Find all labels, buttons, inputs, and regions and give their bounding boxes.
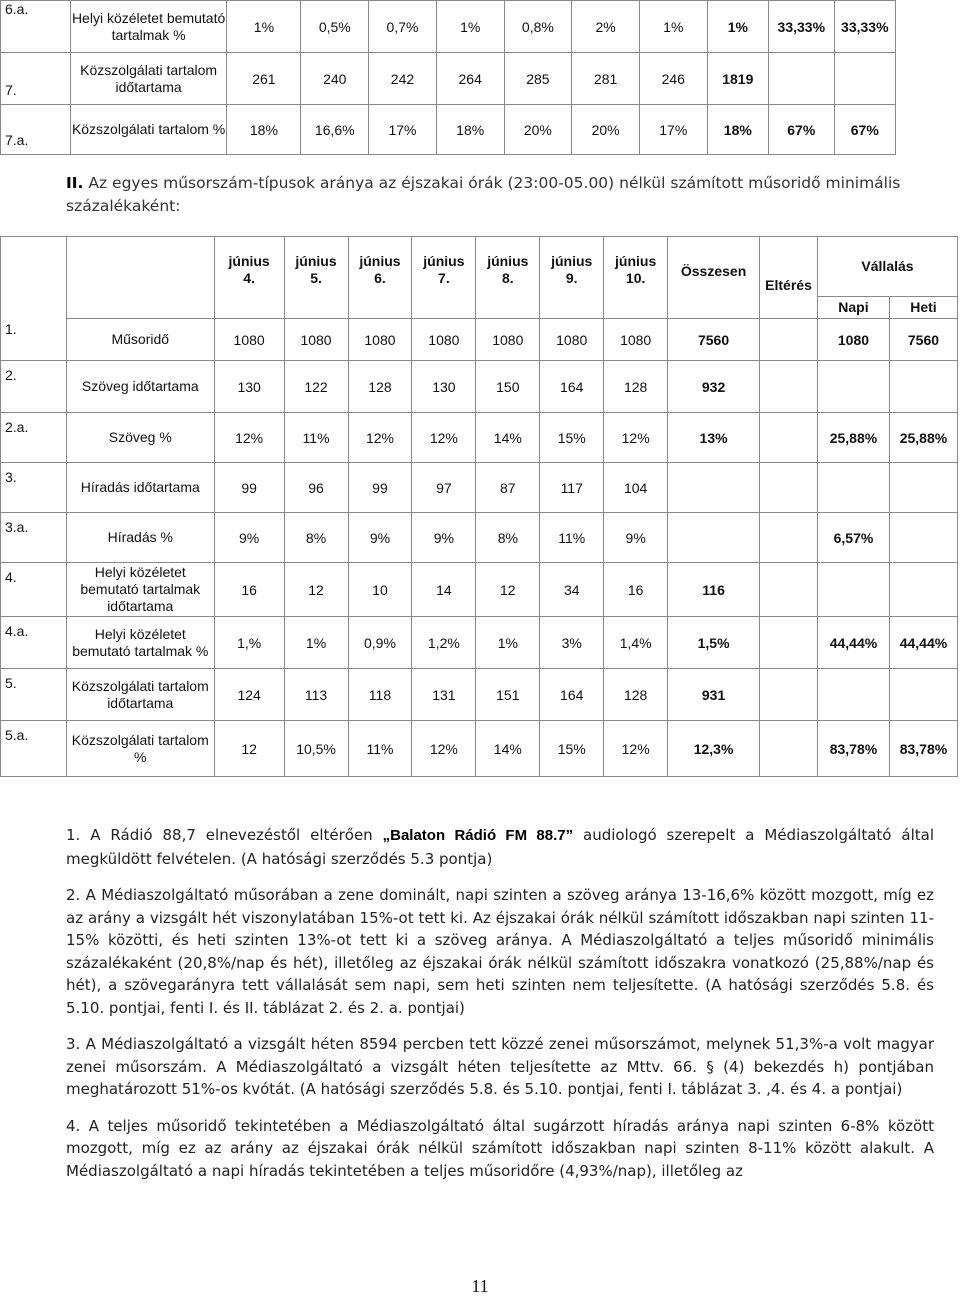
value-cell: 99 (348, 463, 412, 513)
commitment-daily-cell (768, 53, 834, 105)
commitment-weekly-cell (889, 463, 957, 513)
row-index: 1. (1, 237, 67, 361)
daily-header: Napi (818, 297, 890, 319)
table-row (1, 53, 896, 105)
total-cell: 13% (668, 413, 760, 463)
value-cell: 9% (214, 513, 284, 563)
value-cell: 150 (476, 361, 540, 413)
row-index: 2.a. (1, 413, 67, 463)
value-cell: 20% (572, 105, 640, 155)
row-index: 5. (1, 669, 67, 721)
value-cell: 261 (227, 53, 301, 105)
row-label: Híradás időtartama (66, 463, 214, 513)
note-emphasis: „Balaton Rádió FM 88.7” (382, 827, 574, 844)
value-cell: 130 (214, 361, 284, 413)
row-label: Közszolgálati tartalom % (70, 105, 227, 155)
value-cell: 1% (476, 617, 540, 669)
value-cell: 128 (604, 361, 668, 413)
value-cell: 151 (476, 669, 540, 721)
total-cell: 7560 (668, 319, 760, 361)
total-cell: 18% (707, 105, 768, 155)
commitment-daily-cell: 33,33% (768, 1, 834, 53)
value-cell: 9% (348, 513, 412, 563)
day-header-day: 6. (374, 270, 386, 286)
value-cell: 14% (476, 413, 540, 463)
commitment-weekly-cell: 67% (834, 105, 895, 155)
value-cell: 12% (348, 413, 412, 463)
note-number: 1. (66, 826, 91, 844)
value-cell: 10 (348, 563, 412, 617)
value-cell: 87 (476, 463, 540, 513)
day-header-month: június (423, 253, 465, 269)
day-header (284, 237, 348, 319)
value-cell: 3% (540, 617, 604, 669)
value-cell: 15% (540, 721, 604, 777)
section-title-text: Az egyes műsorszám-típusok aránya az éjszakai órák (23:00-05.00) nélkül számított műsoridő minimális százalékaként: (66, 174, 901, 215)
row-index: 6.a. (1, 1, 71, 53)
day-header-month: június (615, 253, 657, 269)
row-index: 4. (1, 563, 67, 617)
value-cell: 1080 (412, 319, 476, 361)
row-index: 3. (1, 463, 67, 513)
day-header (214, 237, 284, 319)
table-row (1, 617, 958, 669)
value-cell: 18% (436, 105, 504, 155)
table-row (1, 319, 958, 361)
row-label: Közszolgálati tartalom időtartama (70, 53, 227, 105)
table-row (1, 105, 896, 155)
value-cell: 1080 (214, 319, 284, 361)
row-label: Helyi közéletet bemutató tartalmak % (66, 617, 214, 669)
total-header: Összesen (668, 237, 760, 319)
value-cell: 131 (412, 669, 476, 721)
value-cell: 113 (284, 669, 348, 721)
commitment-weekly-cell (889, 513, 957, 563)
table-row (1, 463, 958, 513)
total-cell (668, 463, 760, 513)
value-cell: 12 (214, 721, 284, 777)
value-cell: 122 (284, 361, 348, 413)
commitment-daily-cell: 1080 (818, 319, 890, 361)
row-label: Híradás % (66, 513, 214, 563)
row-label: Helyi közéletet bemutató tartalmak % (70, 1, 227, 53)
value-cell: 16,6% (301, 105, 369, 155)
commitment-daily-cell: 44,44% (818, 617, 890, 669)
note-paragraph (66, 884, 934, 1019)
table-row (1, 1, 896, 53)
value-cell: 14 (412, 563, 476, 617)
value-cell: 8% (476, 513, 540, 563)
day-header-month: június (487, 253, 529, 269)
value-cell: 17% (639, 105, 707, 155)
table-row (1, 513, 958, 563)
day-header-month: június (359, 253, 401, 269)
value-cell: 16 (604, 563, 668, 617)
table-row (1, 413, 958, 463)
value-cell: 0,5% (301, 1, 369, 53)
note-text: A Médiaszolgáltató műsorában a zene dominált, napi szinten a szöveg aránya 13-16,6% között mozgott, míg ez az arány a vizsgált hét viszonylatában 15%-ot tett ki. Az éjszakai órák nélkül számított időszakban napi szinten 11-15% közötti, és heti szinten 13%-ot tett ki a szöveg aránya. A Médiaszolgáltató a teljes műsoridő minimális százalékaként (20,8%/nap és hét), illetőleg az éjszakai órák nélkül számított időszakra vonatkozó (25,88%/nap és hét), a szövegarányra tett vállalását sem napi, sem heti szinten nem teljesítette. (A hatósági szerződés 5.8. és 5.10. pontjai, fenti I. és II. táblázat 2. és 2. a. pontjai) (66, 886, 934, 1017)
value-cell: 1% (284, 617, 348, 669)
commitment-daily-cell (818, 463, 890, 513)
value-cell: 12% (412, 413, 476, 463)
value-cell: 97 (412, 463, 476, 513)
total-cell: 116 (668, 563, 760, 617)
value-cell: 130 (412, 361, 476, 413)
note-paragraph (66, 1033, 934, 1101)
commitment-daily-cell (818, 669, 890, 721)
diff-cell (760, 617, 818, 669)
value-cell: 8% (284, 513, 348, 563)
value-cell: 9% (412, 513, 476, 563)
commitment-weekly-cell: 83,78% (889, 721, 957, 777)
row-index: 7.a. (1, 105, 71, 155)
value-cell: 164 (540, 361, 604, 413)
day-header-month: június (295, 253, 337, 269)
value-cell: 11% (540, 513, 604, 563)
value-cell: 1080 (348, 319, 412, 361)
total-cell: 932 (668, 361, 760, 413)
value-cell: 12% (214, 413, 284, 463)
value-cell: 12% (412, 721, 476, 777)
value-cell: 2% (572, 1, 640, 53)
table-row (1, 669, 958, 721)
value-cell: 15% (540, 413, 604, 463)
total-cell: 1,5% (668, 617, 760, 669)
day-header-month: június (551, 253, 593, 269)
note-text: audiologó szerepelt a Médiaszolgáltató által megküldött felvételen. (A hatósági szerződés 5.3 pontja) (66, 826, 934, 868)
value-cell: 124 (214, 669, 284, 721)
commitment-weekly-cell: 44,44% (889, 617, 957, 669)
row-label: Szöveg időtartama (66, 361, 214, 413)
note-text: A Rádió 88,7 elnevezéstől eltérően (90, 826, 383, 844)
value-cell: 285 (504, 53, 572, 105)
value-cell: 128 (604, 669, 668, 721)
table-header-row (1, 237, 958, 297)
value-cell: 0,9% (348, 617, 412, 669)
value-cell: 10,5% (284, 721, 348, 777)
diff-cell (760, 513, 818, 563)
value-cell: 128 (348, 361, 412, 413)
commitment-daily-cell: 25,88% (818, 413, 890, 463)
section-roman: II. (66, 174, 84, 192)
note-text: A teljes műsoridő tekintetében a Médiaszolgáltató által sugárzott híradás aránya napi szinten 6-8% között mozgott, míg ez az arány az éjszakai órák nélkül számított időszakban napi szinten 8-11% között alakult. A Médiaszolgáltató a napi híradás tekintetében a teljes műsoridőre (4,93%/nap), illetőleg az (66, 1116, 934, 1180)
commitment-daily-cell: 67% (768, 105, 834, 155)
diff-cell (760, 463, 818, 513)
value-cell: 11% (284, 413, 348, 463)
commitment-weekly-cell (889, 563, 957, 617)
notes (66, 824, 934, 1196)
row-label: Közszolgálati tartalom % (66, 721, 214, 777)
value-cell: 1,2% (412, 617, 476, 669)
value-cell: 9% (604, 513, 668, 563)
commitment-daily-cell: 83,78% (818, 721, 890, 777)
value-cell: 117 (540, 463, 604, 513)
value-cell: 1,4% (604, 617, 668, 669)
value-cell: 34 (540, 563, 604, 617)
row-index: 2. (1, 361, 67, 413)
row-index: 3.a. (1, 513, 67, 563)
total-cell: 1% (707, 1, 768, 53)
value-cell: 0,7% (369, 1, 437, 53)
day-header-month: június (228, 253, 270, 269)
value-cell: 11% (348, 721, 412, 777)
value-cell: 240 (301, 53, 369, 105)
row-label: Szöveg % (66, 413, 214, 463)
value-cell: 12 (476, 563, 540, 617)
day-header-day: 5. (310, 270, 322, 286)
total-cell: 931 (668, 669, 760, 721)
diff-cell (760, 563, 818, 617)
total-cell: 1819 (707, 53, 768, 105)
row-index: 5.a. (1, 721, 67, 777)
value-cell: 99 (214, 463, 284, 513)
value-cell: 1% (639, 1, 707, 53)
table-row (1, 721, 958, 777)
section-title (66, 172, 946, 218)
total-cell: 12,3% (668, 721, 760, 777)
row-index: 4.a. (1, 617, 67, 669)
table-row (1, 361, 958, 413)
value-cell: 246 (639, 53, 707, 105)
header-blank (66, 237, 214, 319)
commitment-daily-cell: 6,57% (818, 513, 890, 563)
note-paragraph (66, 1115, 934, 1183)
value-cell: 104 (604, 463, 668, 513)
value-cell: 12% (604, 413, 668, 463)
row-label: Műsoridő (66, 319, 214, 361)
row-label: Közszolgálati tartalom időtartama (66, 669, 214, 721)
note-number: 2. (66, 886, 86, 904)
value-cell: 242 (369, 53, 437, 105)
value-cell: 14% (476, 721, 540, 777)
note-number: 3. (66, 1035, 86, 1053)
note-text: A Médiaszolgáltató a vizsgált héten 8594 percben tett közzé zenei műsorszámot, melynek 51,3%-a volt magyar zenei műsorszám. A Médiaszolgáltató a vizsgált héten teljesítette az Mttv. 66. § (4) bekezdés h) pontjában meghatározott 51%-os kvótát. (A hatósági szerződés 5.8. és 5.10. pontjai, fenti I. táblázat 3. ,4. és 4. a pontjai) (66, 1035, 935, 1098)
table-row (1, 563, 958, 617)
diff-cell (760, 361, 818, 413)
commitment-weekly-cell (834, 53, 895, 105)
value-cell: 1% (436, 1, 504, 53)
commitment-daily-cell (818, 361, 890, 413)
table-top (0, 0, 896, 155)
day-header (412, 237, 476, 319)
value-cell: 16 (214, 563, 284, 617)
diff-cell (760, 319, 818, 361)
value-cell: 96 (284, 463, 348, 513)
page-number: 11 (471, 1276, 489, 1296)
value-cell: 1080 (604, 319, 668, 361)
value-cell: 1080 (284, 319, 348, 361)
diff-cell (760, 669, 818, 721)
day-header (476, 237, 540, 319)
diff-cell (760, 413, 818, 463)
value-cell: 1080 (540, 319, 604, 361)
note-number: 4. (66, 1116, 89, 1135)
day-header (604, 237, 668, 319)
day-header (540, 237, 604, 319)
value-cell: 12 (284, 563, 348, 617)
diff-header: Eltérés (760, 237, 818, 319)
commitment-weekly-cell (889, 361, 957, 413)
day-header-day: 10. (625, 270, 646, 286)
value-cell: 281 (572, 53, 640, 105)
commitment-daily-cell (818, 563, 890, 617)
day-header-day: 4. (243, 270, 255, 286)
commitment-weekly-cell (889, 669, 957, 721)
value-cell: 1,% (214, 617, 284, 669)
commitment-weekly-cell: 25,88% (889, 413, 957, 463)
value-cell: 20% (504, 105, 572, 155)
value-cell: 118 (348, 669, 412, 721)
value-cell: 164 (540, 669, 604, 721)
row-label: Helyi közéletet bemutató tartalmak időtartama (66, 563, 214, 617)
row-index: 7. (1, 53, 71, 105)
value-cell: 17% (369, 105, 437, 155)
value-cell: 1% (227, 1, 301, 53)
note-paragraph (66, 824, 934, 870)
day-header (348, 237, 412, 319)
value-cell: 1080 (476, 319, 540, 361)
day-header-day: 9. (565, 270, 578, 286)
value-cell: 18% (227, 105, 301, 155)
day-header-day: 8. (501, 270, 514, 286)
table-main (0, 236, 958, 777)
value-cell: 0,8% (504, 1, 572, 53)
value-cell: 264 (436, 53, 504, 105)
commitment-weekly-cell: 7560 (889, 319, 957, 361)
day-header-day: 7. (438, 270, 450, 286)
diff-cell (760, 721, 818, 777)
total-cell (668, 513, 760, 563)
value-cell: 12% (604, 721, 668, 777)
commitment-header: Vállalás (818, 237, 958, 297)
commitment-weekly-cell: 33,33% (834, 1, 895, 53)
weekly-header: Heti (889, 297, 957, 319)
